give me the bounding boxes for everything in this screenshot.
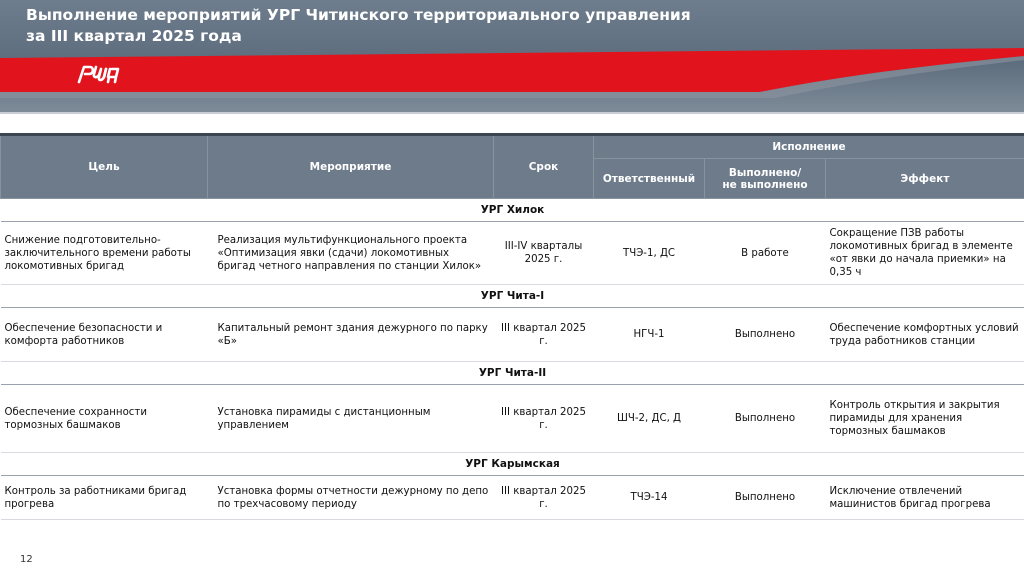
rzd-logo-icon	[76, 63, 122, 85]
cell-term: III-IV кварталы 2025 г.	[494, 222, 594, 285]
cell-effect: Обеспечение комфортных условий труда работников станции	[826, 308, 1024, 362]
column-header-status: Выполнено/ не выполнено	[705, 159, 826, 199]
cell-term: III квартал 2025 г.	[494, 308, 594, 362]
cell-responsible: ТЧЭ-1, ДС	[594, 222, 705, 285]
table-row	[1, 222, 1024, 285]
cell-goal: Обеспечение безопасности и комфорта работников	[1, 308, 208, 362]
cell-goal: Обеспечение сохранности тормозных башмаков	[1, 385, 208, 453]
cell-effect: Сокращение ПЗВ работы локомотивных бригад в элементе «от явки до начала приемки» на 0,35 ч	[826, 222, 1024, 285]
cell-effect: Исключение отвлечений машинистов бригад прогрева	[826, 476, 1024, 520]
cell-status: В работе	[705, 222, 826, 285]
column-header-term: Срок	[494, 135, 594, 199]
column-header-measure: Мероприятие	[208, 135, 494, 199]
cell-measure: Капитальный ремонт здания дежурного по парку «Б»	[208, 308, 494, 362]
header-divider	[0, 112, 1024, 114]
measures-table	[0, 133, 1024, 520]
cell-status: Выполнено	[705, 385, 826, 453]
group-row-karymskaya	[1, 453, 1024, 476]
group-title: УРГ Чита-II	[1, 362, 1024, 385]
cell-responsible: ШЧ-2, ДС, Д	[594, 385, 705, 453]
column-header-goal: Цель	[1, 135, 208, 199]
group-row-chita-1	[1, 285, 1024, 308]
column-header-effect: Эффект	[826, 159, 1024, 199]
cell-measure: Установка формы отчетности дежурному по депо по трехчасовому периоду	[208, 476, 494, 520]
group-title: УРГ Хилок	[1, 199, 1024, 222]
cell-status: Выполнено	[705, 308, 826, 362]
title-line-1: Выполнение мероприятий УРГ Читинского территориального управления	[26, 6, 691, 24]
cell-goal: Контроль за работниками бригад прогрева	[1, 476, 208, 520]
cell-effect: Контроль открытия и закрытия пирамиды для хранения тормозных башмаков	[826, 385, 1024, 453]
cell-responsible: ТЧЭ-14	[594, 476, 705, 520]
page-number: 12	[20, 554, 33, 565]
group-row-khilok	[1, 199, 1024, 222]
group-row-chita-2	[1, 362, 1024, 385]
cell-responsible: НГЧ-1	[594, 308, 705, 362]
slide-title	[26, 5, 691, 47]
cell-measure: Установка пирамиды с дистанционным управлением	[208, 385, 494, 453]
cell-status: Выполнено	[705, 476, 826, 520]
cell-goal: Снижение подготовительно-заключительного времени работы локомотивных бригад	[1, 222, 208, 285]
title-line-2: за III квартал 2025 года	[26, 27, 242, 45]
cell-term: III квартал 2025 г.	[494, 476, 594, 520]
column-header-execution: Исполнение	[594, 135, 1024, 159]
red-brand-stripe	[0, 48, 1024, 112]
table-row	[1, 385, 1024, 453]
column-header-responsible: Ответственный	[594, 159, 705, 199]
table-row	[1, 308, 1024, 362]
slide-header	[0, 0, 1024, 112]
cell-term: III квартал 2025 г.	[494, 385, 594, 453]
group-title: УРГ Карымская	[1, 453, 1024, 476]
group-title: УРГ Чита-I	[1, 285, 1024, 308]
cell-measure: Реализация мультифункционального проекта «Оптимизация явки (сдачи) локомотивных бригад четного направления по станции Хилок»	[208, 222, 494, 285]
table-row	[1, 476, 1024, 520]
